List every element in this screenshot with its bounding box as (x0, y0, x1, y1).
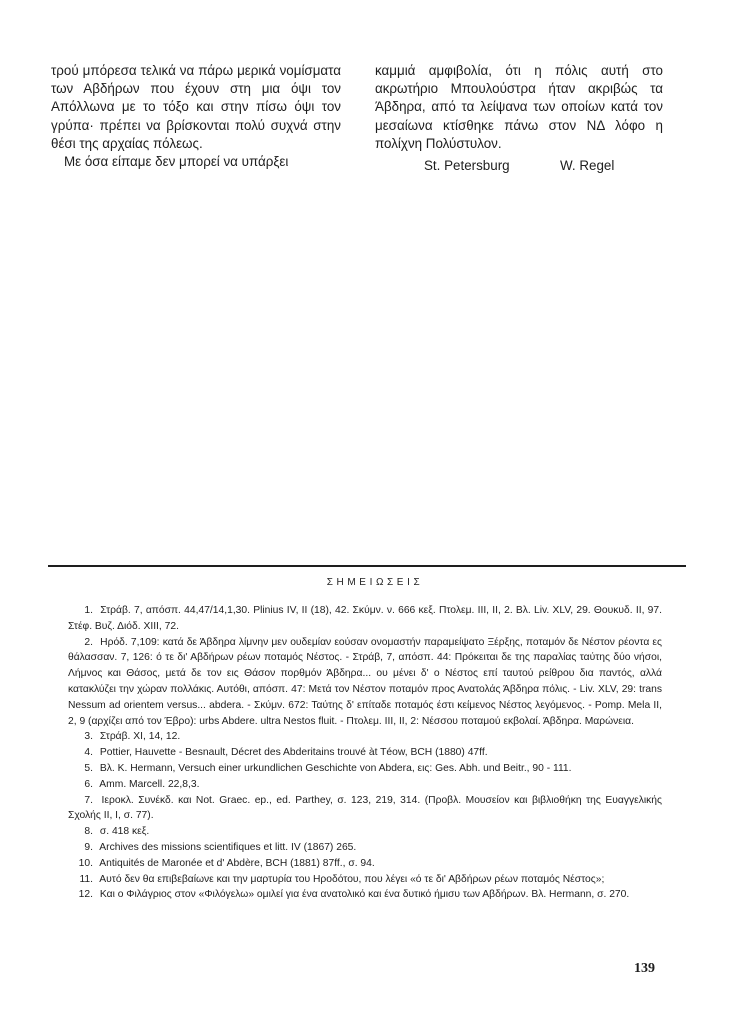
footnote-text: Αυτό δεν θα επιβεβαίωνε και την μαρτυρία του Ηροδότου, που λέγει «ό τε δι' Αβδήρων ρέων ποταμός Νέστος»; (99, 873, 605, 885)
footnote (68, 635, 662, 730)
footnote-text: Antiquités de Maronée et d' Abdère, BCH (1881) 87ff., σ. 94. (99, 857, 375, 869)
footnote-number: 5. (84, 762, 93, 774)
footnote-number: 7. (84, 794, 93, 806)
notes-heading: ΣΗΜΕΙΩΣΕΙΣ (326, 577, 424, 588)
footnote (68, 793, 662, 825)
left-text-column (51, 62, 341, 171)
footnote-number: 2. (84, 636, 93, 648)
footnote-number: 1. (84, 605, 93, 616)
notes-list (68, 603, 662, 903)
footnote (68, 777, 662, 793)
right-text-column (375, 62, 663, 153)
footnote-text: Στράβ. XI, 14, 12. (99, 731, 181, 743)
footnote (68, 761, 662, 777)
footnote-number: 4. (84, 747, 93, 759)
footnote (68, 745, 662, 761)
footnote-text: Ιεροκλ. Συνέκδ. και Not. Graec. ep., ed. Parthey, σ. 123, 219, 314. (Προβλ. Μουσείον και βιβλιοθήκη της Ευαγγελικής Σχολής II, I, σ. 77). (68, 794, 662, 822)
footnote (68, 603, 662, 635)
footnote-number: 11. (79, 873, 93, 885)
footnote (68, 840, 662, 856)
body-paragraph: καμμιά αμφιβολία, ότι η πόλις αυτή στο ακρωτήριο Μπουλούστρα ήταν ακριβώς τα Άβδηρα, από τα λείψανα των οποίων κατά τον μεσαίωνα κτίσθηκε πάνω στον ΝΔ λόφο η πολίχνη Πολύστυλον. (375, 63, 663, 151)
body-paragraph: Με όσα είπαμε δεν μπορεί να υπάρξει (64, 154, 289, 170)
footnote (68, 729, 662, 745)
signature-city: St. Petersburg (424, 158, 510, 173)
page-number: 139 (634, 961, 655, 976)
footnote-text: Amm. Marcell. 22,8,3. (99, 778, 200, 790)
footnote-text: Βλ. K. Hermann, Versuch einer urkundlichen Geschichte von Abdera, εις: Ges. Abh. und Beitr., 90 - 111. (99, 762, 572, 774)
footnote-number: 6. (84, 778, 93, 790)
footnote-text: Και ο Φιλάγριος στον «Φιλόγελω» ομιλεί για ένα ανατολικό και ένα δυτικό ήμισυ των Αβδήρων. Βλ. Hermann, σ. 270. (99, 889, 630, 901)
footnote (68, 856, 662, 872)
footnote-number: 8. (84, 826, 93, 838)
signature-author: W. Regel (560, 158, 615, 173)
footnote-number: 3. (84, 731, 93, 743)
footnote (68, 824, 662, 840)
footnote-number: 9. (84, 841, 93, 853)
footnote-text: Ηρόδ. 7,109: κατά δε Άβδηρα λίμνην μεν ουδεμίαν εούσαν ονομαστήν παραμείψατο Ξέρξης, ποταμόν δε Νέστον ρέοντα ες θάλασσαν. 7, 126: ό τε δι' Αβδήρων ρέων ποταμός Νέστος. - Στράβ, 7, απόσπ. 44: Πρόκειται δε της παραλίας ταύτης δύο νήσοι, Λήμνος και Θάσος, μετά δε τον εις Θάσον πορθμόν Άβδηρα... ου μένει δ' ο Νέστος επί ταυτού ρείθρου δια παντός, αλλά κατακλύζει την χώραν πολλάκις. Αυτόθι, απόσπ. 47: Μετά τον Νέστον ποταμόν προς Ανατολάς Άβδηρα πόλις. - Liv. XLV, 29: trans Nessum ad orientem versus... abdera. - Σκύμν. 672: Ταύτης δ' επίταδε ποταμός έστι κείμενος Νέστος λεγόμενος. - Pomp. Mela II, 2, 9 (αρχίζει από τον Έβρο): urbs Abdere. ultra Nestos fluit. - Πτολεμ. III, II, 2: Νέσσου ποταμού εκβολαί. Άβδηρα. Μαρώνεια. (68, 636, 662, 727)
body-paragraph: τρού μπόρεσα τελικά να πάρω μερικά νομίσματα των Αβδήρων που έχουν στη μια όψι τον Απόλλωνα με το τόξο και στην πίσω όψι τον γρύπα· πρέπει να βρίσκονται πολύ συχνά στην θέσι της αρχαίας πόλεως. (51, 63, 341, 151)
footnote-text: Archives des missions scientifiques et litt. IV (1867) 265. (99, 841, 357, 853)
footnote-number: 12. (78, 889, 93, 901)
footnote (68, 887, 662, 903)
footnote-number: 10. (78, 857, 93, 869)
footnote-text: σ. 418 κεξ. (99, 826, 150, 838)
notes-divider (48, 565, 686, 567)
footnote-text: Στράβ. 7, απόσπ. 44,47/14,1,30. Plinius IV, II (18), 42. Σκύμν. ν. 666 κεξ. Πτολεμ. III, II, 2. Βλ. Liv. XLV, 29. Θουκυδ. II, 97. Στέφ. Βυζ. Διόδ. XIII, 72. (68, 605, 662, 632)
footnote-text: Pottier, Hauvette - Besnault, Décret des Abderitains trouvé àt Téow, BCH (1880) 47ff. (99, 747, 488, 759)
footnote (68, 872, 662, 888)
